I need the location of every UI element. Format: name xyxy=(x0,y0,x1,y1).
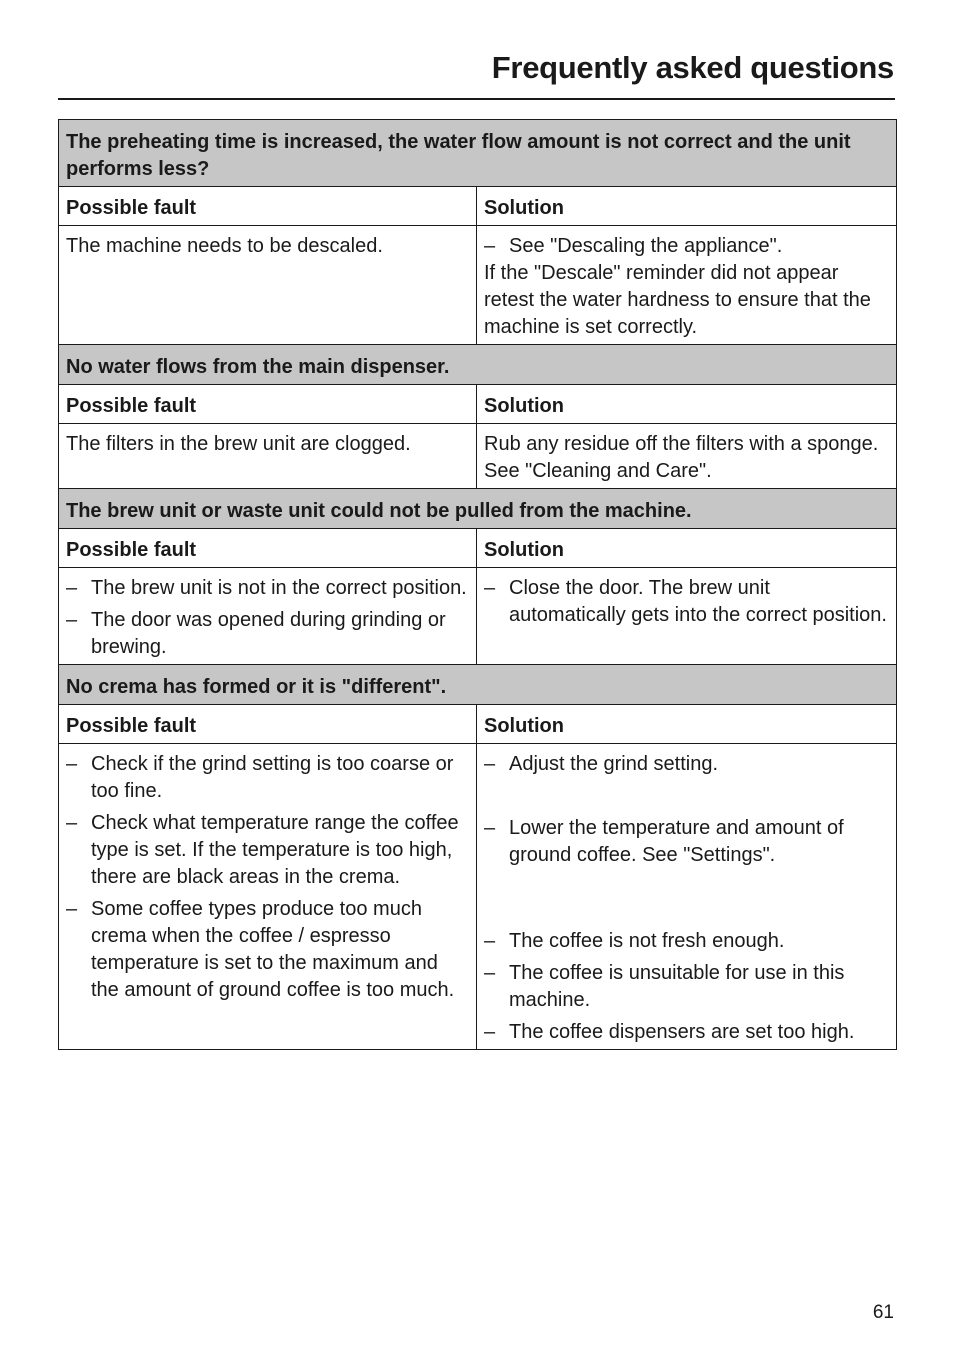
question-text: The preheating time is increased, the water flow amount is not correct and the unit performs less? xyxy=(59,120,897,187)
fault-item: – The brew unit is not in the correct position. xyxy=(66,575,469,602)
fault-text: The filters in the brew unit are clogged. xyxy=(66,433,411,455)
solution-item: – See "Descaling the appliance". xyxy=(484,233,889,260)
fault-text: The machine needs to be descaled. xyxy=(66,235,383,257)
solution-header: Solution xyxy=(477,385,897,424)
fault-cell xyxy=(59,226,477,345)
page-number: 61 xyxy=(872,1302,894,1323)
question-row xyxy=(59,489,897,529)
solution-note: If the "Descale" reminder did not appear retest the water hardness to ensure that the machine is set correctly. xyxy=(484,262,871,338)
question-text: The brew unit or waste unit could not be pulled from the machine. xyxy=(59,489,897,529)
solution-item: – Adjust the grind setting. xyxy=(484,751,889,778)
fault-header: Possible fault xyxy=(59,385,477,424)
fault-cell xyxy=(59,424,477,489)
fault-header: Possible fault xyxy=(59,187,477,226)
question-row xyxy=(59,665,897,705)
solution-item: – The coffee is unsuitable for use in this machine. xyxy=(484,960,889,1014)
solution-item: – The coffee dispensers are set too high. xyxy=(484,1019,889,1046)
answer-row xyxy=(59,744,897,1050)
question-text: No water flows from the main dispenser. xyxy=(59,345,897,385)
fault-list xyxy=(66,751,469,1004)
solution-list xyxy=(484,233,889,260)
solution-cell xyxy=(477,226,897,345)
solution-list xyxy=(484,575,889,629)
column-header-row xyxy=(59,385,897,424)
column-header-row xyxy=(59,187,897,226)
solution-item: – Close the door. The brew unit automatically gets into the correct position. xyxy=(484,575,889,629)
fault-cell xyxy=(59,744,477,1050)
question-row xyxy=(59,345,897,385)
solution-text: Rub any residue off the filters with a sponge. See "Cleaning and Care". xyxy=(484,433,879,482)
fault-list xyxy=(66,575,469,661)
fault-cell xyxy=(59,568,477,665)
fault-item: – Check what temperature range the coffee type is set. If the temperature is too high, there are black areas in the crema. xyxy=(66,810,469,891)
answer-row xyxy=(59,568,897,665)
column-header-row xyxy=(59,529,897,568)
solution-list xyxy=(484,751,889,1046)
fault-header: Possible fault xyxy=(59,705,477,744)
solution-header: Solution xyxy=(477,187,897,226)
fault-item: – The door was opened during grinding or brewing. xyxy=(66,607,469,661)
title-divider xyxy=(58,98,895,100)
solution-cell xyxy=(477,424,897,489)
solution-cell xyxy=(477,744,897,1050)
answer-row xyxy=(59,424,897,489)
question-text: No crema has formed or it is "different". xyxy=(59,665,897,705)
fault-item: – Check if the grind setting is too coarse or too fine. xyxy=(66,751,469,805)
answer-row xyxy=(59,226,897,345)
solution-header: Solution xyxy=(477,705,897,744)
fault-item: – Some coffee types produce too much crema when the coffee / espresso temperature is set to the maximum and the amount of ground coffee is too much. xyxy=(66,896,469,1004)
solution-item: – The coffee is not fresh enough. xyxy=(484,928,889,955)
question-row xyxy=(59,120,897,187)
fault-header: Possible fault xyxy=(59,529,477,568)
solution-item: – Lower the temperature and amount of ground coffee. See "Settings". xyxy=(484,815,889,869)
solution-header: Solution xyxy=(477,529,897,568)
faq-table xyxy=(58,119,897,1050)
solution-cell xyxy=(477,568,897,665)
page-title: Frequently asked questions xyxy=(491,50,894,85)
column-header-row xyxy=(59,705,897,744)
